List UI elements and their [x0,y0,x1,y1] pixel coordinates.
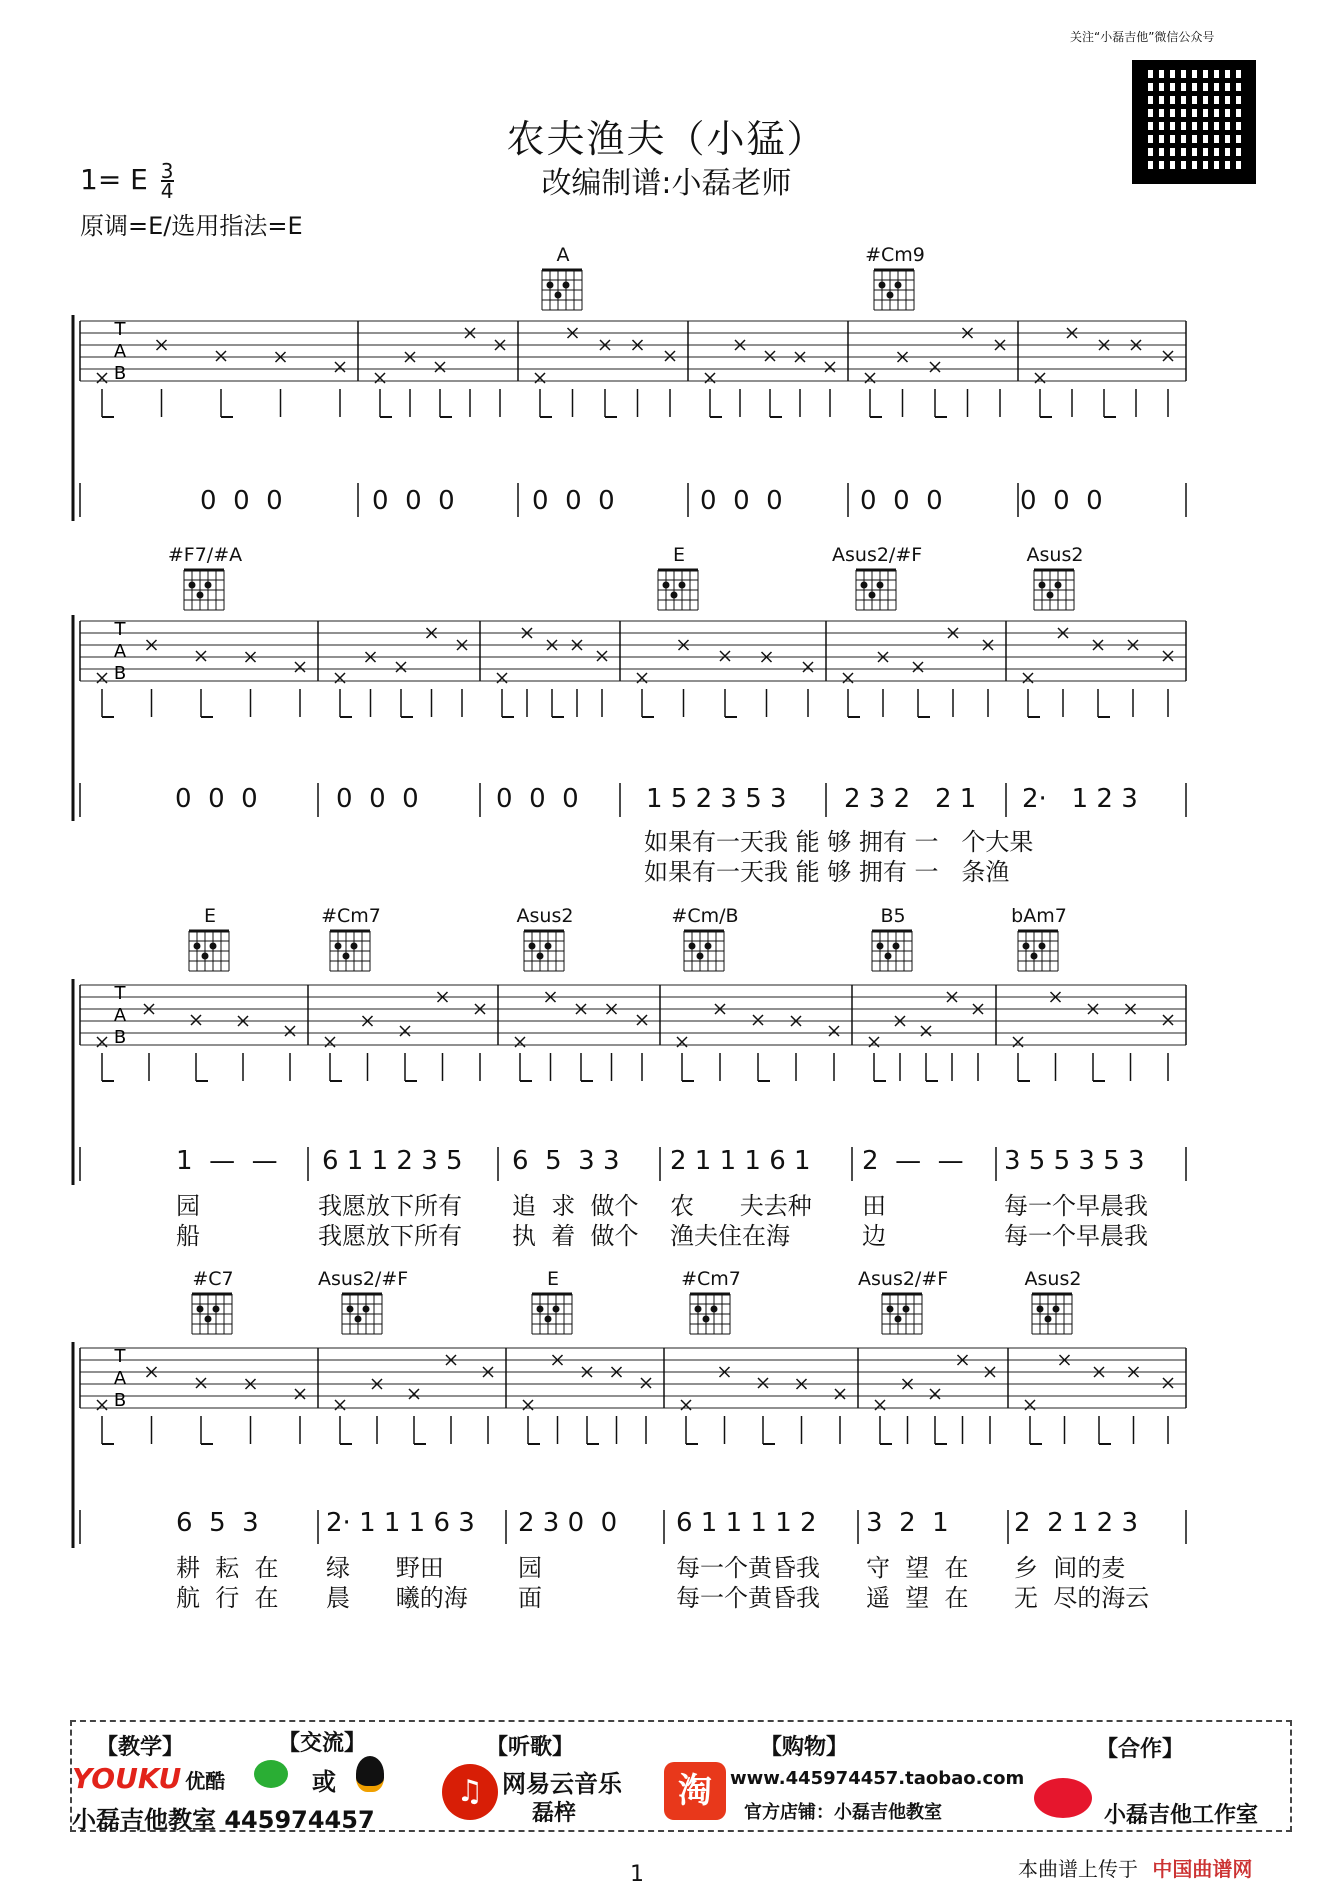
jianpu-measure: 2 — — [862,1146,964,1176]
youku-logo[interactable]: YOUKU 优酷 [72,1762,226,1795]
page-title: 农夫渔夫（小猛） [506,117,827,161]
note-x-mark [665,351,675,361]
jianpu-measure: 0 0 0 [372,486,455,516]
chord-label: bAm7 [1011,905,1067,927]
lyric-line: 如果有一天我 能 够 拥有 一 条渔 [644,858,1010,886]
note-x-mark [409,1389,419,1399]
note-x-mark [196,651,206,661]
jianpu-measure: 0 0 0 [336,784,419,814]
chord-diagram [684,931,724,971]
lyric-line: 追 求 做个 [512,1192,639,1220]
chord-label: #Cm/B [671,905,739,927]
note-x-mark [196,1378,206,1388]
lyric-line: 守 望 在 [866,1554,969,1582]
lyric-line: 无 尽的海云 [1014,1584,1150,1612]
jianpu-measure: 0 0 0 [860,486,943,516]
note-x-mark [641,1378,651,1388]
chord-diagram [542,270,582,310]
note-x-mark [295,1389,305,1399]
jianpu-measure: 3 2 1 [866,1508,949,1538]
listen-label: 【听歌】 [486,1735,575,1760]
note-x-mark [1163,351,1173,361]
lyric-line: 每一个早晨我 [1004,1192,1148,1220]
chord-diagram [1018,931,1058,971]
coop-label: 【合作】 [1096,1737,1185,1762]
jianpu-measure: 0 0 0 [200,486,283,516]
jianpu-measure: 0 0 0 [175,784,258,814]
chord-label: Asus2/#F [832,544,923,566]
note-x-mark [295,662,305,672]
netease-artist: 磊梓 [532,1801,577,1826]
note-x-mark [758,1378,768,1388]
chord-label: #F7/#A [167,544,243,566]
note-x-mark [913,662,923,672]
teach-label: 【教学】 [96,1735,185,1760]
jianpu-measure: 6 5 3 [176,1508,259,1538]
note-x-mark [191,1015,201,1025]
jianpu-measure: 6 1 1 1 1 2 [676,1508,817,1538]
jianpu-measure: 0 0 0 [1020,486,1103,516]
chord-label: E [672,544,685,566]
key-signature: 1= E $\frac{3}{4}$ [80,159,174,203]
chord-diagram [184,570,224,610]
lyric-line: 晨 曦的海 [326,1584,468,1612]
note-x-mark [835,1389,845,1399]
chord-label: E [546,1268,559,1290]
jianpu-measure: 1 — — [176,1146,278,1176]
lyric-line: 如果有一天我 能 够 拥有 一 个大果 [644,828,1034,856]
chord-diagram [330,931,370,971]
chord-label: B5 [880,905,906,927]
upload-note: 本曲谱上传于 中国曲谱网 [1018,1857,1253,1881]
tab-label: A [113,1005,127,1026]
tab-label: B [113,663,127,684]
tab-label: T [114,1346,126,1367]
lyric-line: 每一个黄昏我 [676,1584,820,1612]
tab-label: T [114,319,126,340]
lyric-line: 每一个早晨我 [1004,1222,1148,1250]
chord-diagram [342,1294,382,1334]
time-top: 3 [160,159,174,183]
note-x-mark [921,1026,931,1036]
chord-diagram [690,1294,730,1334]
chord-diagram [192,1294,232,1334]
netease-icon[interactable]: ♫ [442,1764,498,1820]
chord-diagram [1034,570,1074,610]
chord-label: E [203,905,216,927]
tab-label: B [113,1390,127,1411]
taobao-icon[interactable]: 淘 [664,1762,726,1820]
chord-diagram [189,931,229,971]
classroom-text: 小磊吉他教室 445974457 [72,1806,375,1834]
lyric-line: 边 [862,1222,886,1250]
chord-label: Asus2/#F [858,1268,949,1290]
note-x-mark [803,662,813,672]
lyric-line: 面 [518,1584,542,1612]
note-x-mark [930,1389,940,1399]
lyric-line: 我愿放下所有 [318,1192,462,1220]
shop-url[interactable]: www.445974457.taobao.com [730,1768,1025,1789]
note-x-mark [637,1015,647,1025]
lyric-line: 执 着 做个 [512,1222,639,1250]
lyric-line: 船 [176,1222,200,1250]
note-x-mark [435,362,445,372]
note-x-mark [400,1026,410,1036]
weibo-icon[interactable] [1034,1778,1092,1818]
chord-diagram [882,1294,922,1334]
studio-text: 小磊吉他工作室 [1104,1803,1259,1828]
chord-diagram [856,570,896,610]
jianpu-measure: 2 1 1 1 6 1 [670,1146,811,1176]
jianpu-measure: 1 5 2 3 5 3 [646,784,787,814]
lyric-line: 每一个黄昏我 [676,1554,820,1582]
chord-label: A [556,244,570,266]
lyric-line: 田 [862,1192,886,1220]
lyric-line: 耕 耘 在 [176,1554,279,1582]
tab-label: A [113,641,127,662]
chord-label: Asus2 [1026,544,1084,566]
jianpu-measure: 6 5 3 3 [512,1146,620,1176]
chord-label: #Cm7 [681,1268,741,1290]
jianpu-measure: 0 0 0 [496,784,579,814]
chat-label: 【交流】 [278,1731,367,1756]
chord-label: Asus2 [1024,1268,1082,1290]
lyric-line: 渔夫住在海 [670,1222,790,1250]
netease-text: 网易云音乐 [502,1770,622,1798]
tab-label: B [113,1027,127,1048]
qq-icon[interactable] [356,1756,384,1792]
tab-label: T [114,983,126,1004]
jianpu-measure: 0 0 0 [700,486,783,516]
note-x-mark [1163,651,1173,661]
note-x-mark [825,362,835,372]
jianpu-measure: 2 3 0 0 [518,1508,618,1538]
lyric-line: 遥 望 在 [866,1584,969,1612]
jianpu-measure: 3 5 5 3 5 3 [1004,1146,1145,1176]
lyric-line: 航 行 在 [176,1584,279,1612]
lyric-line: 园 [176,1192,200,1220]
chord-diagram [524,931,564,971]
note-x-mark [829,1026,839,1036]
tab-label: B [113,363,127,384]
jianpu-measure: 2 2 1 2 3 [1014,1508,1139,1538]
note-x-mark [765,351,775,361]
note-x-mark [1163,1015,1173,1025]
jianpu-measure: 2· 1 1 1 6 3 [326,1508,475,1538]
lyric-line: 我愿放下所有 [318,1222,462,1250]
chord-label: #C7 [192,1268,234,1290]
tab-label: A [113,341,127,362]
chord-label: Asus2 [516,905,574,927]
note-x-mark [753,1015,763,1025]
note-x-mark [396,662,406,672]
note-x-mark [216,351,226,361]
chord-diagram [874,270,914,310]
wechat-icon[interactable] [254,1760,288,1788]
chord-label: Asus2/#F [318,1268,409,1290]
jianpu-measure: 0 0 0 [532,486,615,516]
jianpu-measure: 6 1 1 2 3 5 [322,1146,463,1176]
chord-label: #Cm9 [865,244,925,266]
chord-diagram [1032,1294,1072,1334]
lyric-line: 农 夫去种 [670,1192,812,1220]
shop-name: 官方店铺：小磊吉他教室 [744,1802,942,1823]
lyric-line: 绿 野田 [326,1554,444,1582]
tuning-note: 原调=E/选用指法=E [80,212,303,240]
or-text: 或 [312,1768,336,1796]
arranger: 改编制谱:小磊老师 [541,166,792,201]
site-logo: 中国曲谱网 [1152,1857,1253,1881]
shop-label: 【购物】 [760,1735,849,1760]
note-x-mark [720,651,730,661]
follow-note: 关注“小磊吉他”微信公众号 [1070,30,1215,44]
chord-diagram [658,570,698,610]
time-bottom: 4 [160,179,174,203]
chord-diagram [872,931,912,971]
lyric-line: 乡 间的麦 [1014,1554,1126,1582]
chord-label: #Cm7 [321,905,381,927]
chord-diagram [532,1294,572,1334]
page-number: 1 [630,1862,644,1887]
tab-label: T [114,619,126,640]
note-x-mark [285,1026,295,1036]
tab-label: A [113,1368,127,1389]
lyric-line: 园 [518,1554,542,1582]
note-x-mark [597,651,607,661]
note-x-mark [1163,1378,1173,1388]
note-x-mark [930,362,940,372]
note-x-mark [335,362,345,372]
jianpu-measure: 2· 1 2 3 [1022,784,1138,814]
jianpu-measure: 2 3 2 2 1 [844,784,977,814]
